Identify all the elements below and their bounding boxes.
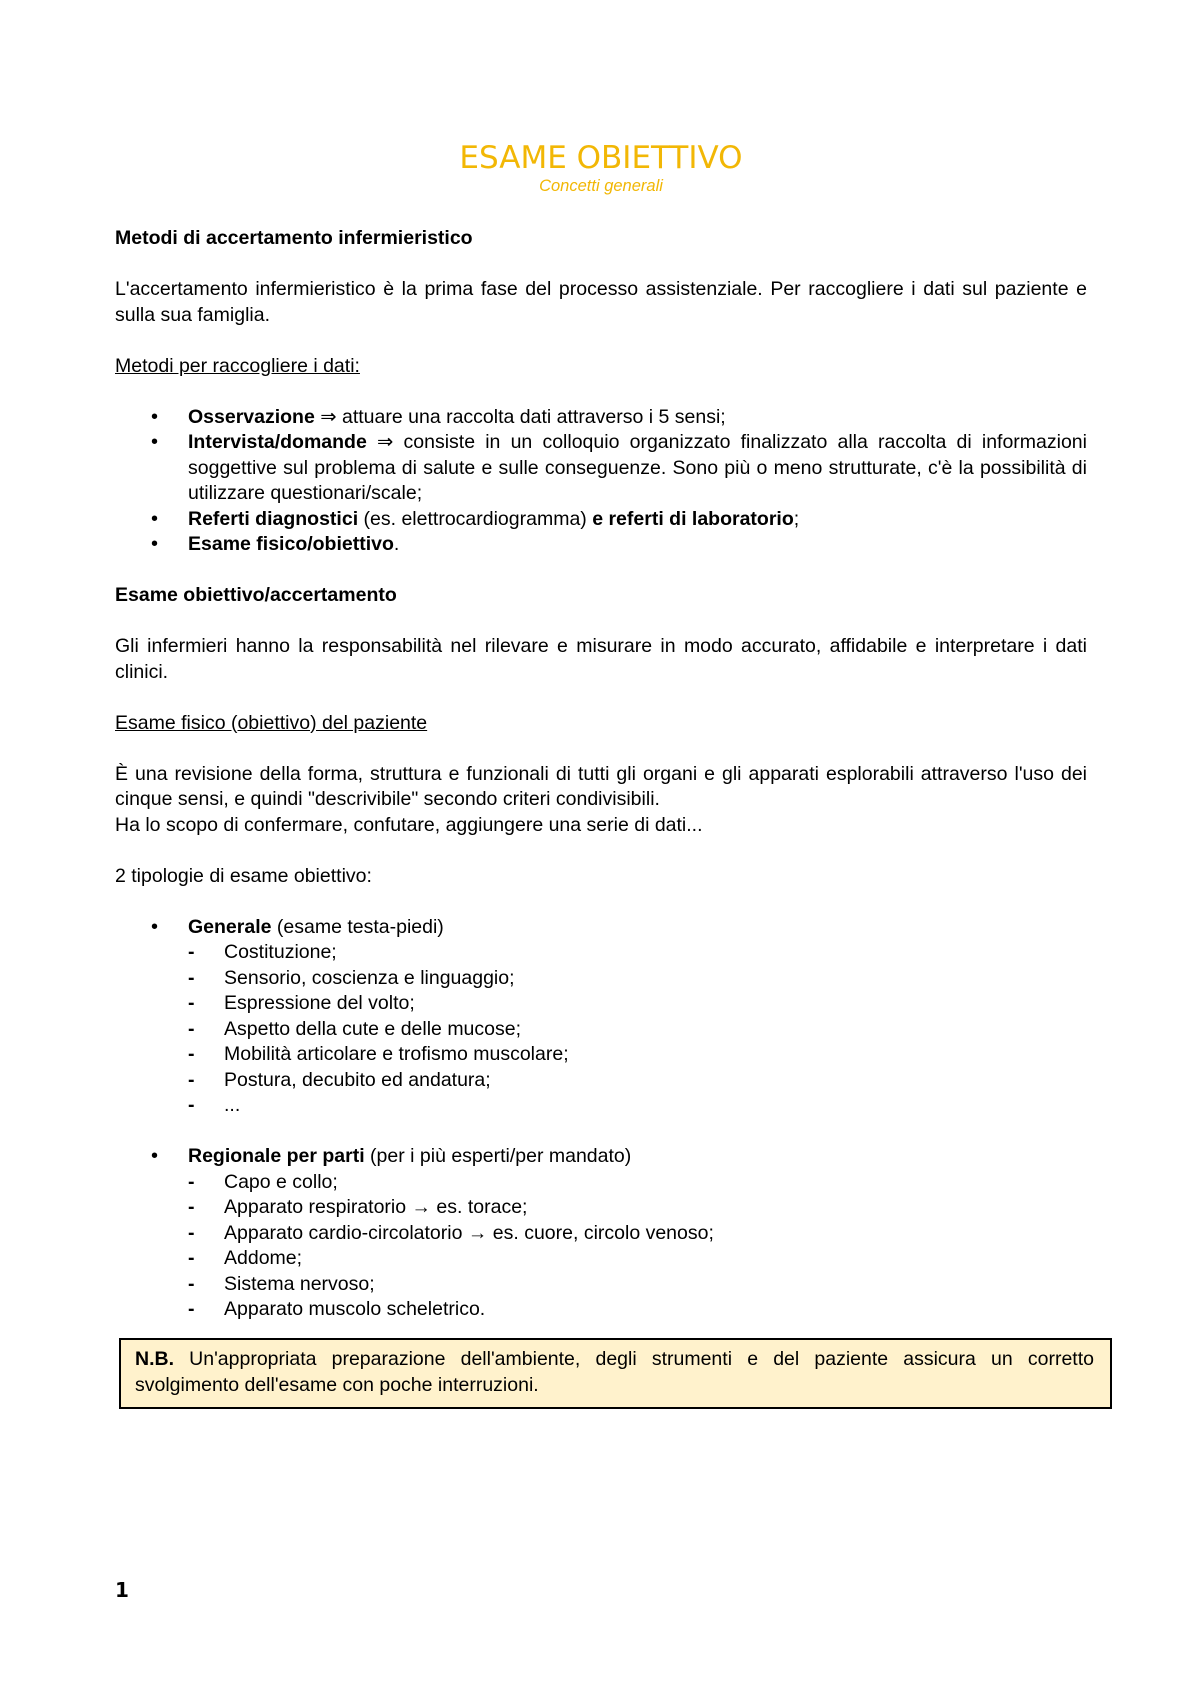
physical-exam-subheading: Esame fisico (obiettivo) del paziente [115, 711, 428, 734]
page-title: ESAME OBIETTIVO [459, 140, 743, 176]
exam-intro-paragraph: Gli infermieri hanno la responsabilità nel rilevare e misurare in modo accurato, affidabile e interpretare i dati clinici. [115, 635, 1087, 683]
methods-label: Metodi per raccogliere i dati: [115, 354, 360, 377]
list-item-generale: • Generale (esame testa-piedi) - Costituzione; - Sensorio, coscienza e linguaggio; - Espressione del volto; - Aspetto della cute e delle mucose; - Mobilità articolare e trofismo muscolare; - Postura, decubito ed andatura; - ... [115, 915, 1087, 1119]
list-item: • Referti diagnostici (es. elettrocardiogramma) e referti di laboratorio; [115, 507, 1087, 533]
sublist-item: - Apparato muscolo scheletrico. [188, 1297, 1087, 1323]
regionale-sublist [188, 1170, 1087, 1323]
list-item-regionale: • Regionale per parti (per i più esperti/per mandato) - Capo e collo; - Apparato respiratorio → es. torace; - Apparato cardio-circolatorio → es. cuore, circolo venoso; - Addome; - Sistema nervoso; - Apparato muscolo scheletrico. [115, 1144, 1087, 1323]
exam-types-list [115, 915, 1087, 1119]
list-item: • Osservazione ⇒ attuare una raccolta dati attraverso i 5 sensi; [115, 405, 1087, 431]
page-content [115, 140, 1087, 1323]
sublist-item: - Capo e collo; [188, 1170, 1087, 1196]
generale-sublist [188, 940, 1087, 1119]
sublist-item: - Mobilità articolare e trofismo muscolare; [188, 1042, 1087, 1068]
note-box [119, 1338, 1112, 1409]
sublist-item: - Espressione del volto; [188, 991, 1087, 1017]
sublist-item: - Costituzione; [188, 940, 1087, 966]
page-number: 1 [115, 1578, 129, 1602]
purpose-paragraph: Ha lo scopo di confermare, confutare, aggiungere una serie di dati... [115, 813, 703, 836]
section-heading-methods: Metodi di accertamento infermieristico [115, 227, 473, 249]
exam-types-list-2 [115, 1144, 1087, 1323]
section-heading-exam: Esame obiettivo/accertamento [115, 584, 397, 606]
methods-list [115, 405, 1087, 558]
sublist-item: - ... [188, 1093, 1087, 1119]
intro-paragraph: L'accertamento infermieristico è la prima fase del processo assistenziale. Per raccogliere i dati sul paziente e sulla sua famiglia. [115, 278, 1087, 326]
sublist-item: - Apparato cardio-circolatorio → es. cuore, circolo venoso; [188, 1221, 1087, 1247]
note-text: Un'appropriata preparazione dell'ambiente, degli strumenti e del paziente assicura un corretto svolgimento dell'esame con poche interruzioni. [135, 1348, 1094, 1396]
list-item: • Intervista/domande ⇒ consiste in un colloquio organizzato finalizzato alla raccolta di informazioni soggettive sul problema di salute e sulle conseguenze. Sono più o meno strutturate, c'è la possibilità di utilizzare questionari/scale; [115, 430, 1087, 507]
sublist-item: - Sistema nervoso; [188, 1272, 1087, 1298]
list-item: • Esame fisico/obiettivo. [115, 532, 1087, 558]
sublist-item: - Sensorio, coscienza e linguaggio; [188, 966, 1087, 992]
physical-exam-paragraph: È una revisione della forma, struttura e funzionali di tutti gli organi e gli apparati esplorabili attraverso l'uso dei cinque sensi, e quindi "descrivibile" secondo criteri condivisibili. [115, 762, 1087, 810]
note-label: N.B. [135, 1348, 174, 1370]
sublist-item: - Apparato respiratorio → es. torace; [188, 1195, 1087, 1221]
sublist-item: - Aspetto della cute e delle mucose; [188, 1017, 1087, 1043]
page-subtitle: Concetti generali [539, 177, 663, 195]
sublist-item: - Postura, decubito ed andatura; [188, 1068, 1087, 1094]
types-label: 2 tipologie di esame obiettivo: [115, 864, 372, 887]
sublist-item: - Addome; [188, 1246, 1087, 1272]
